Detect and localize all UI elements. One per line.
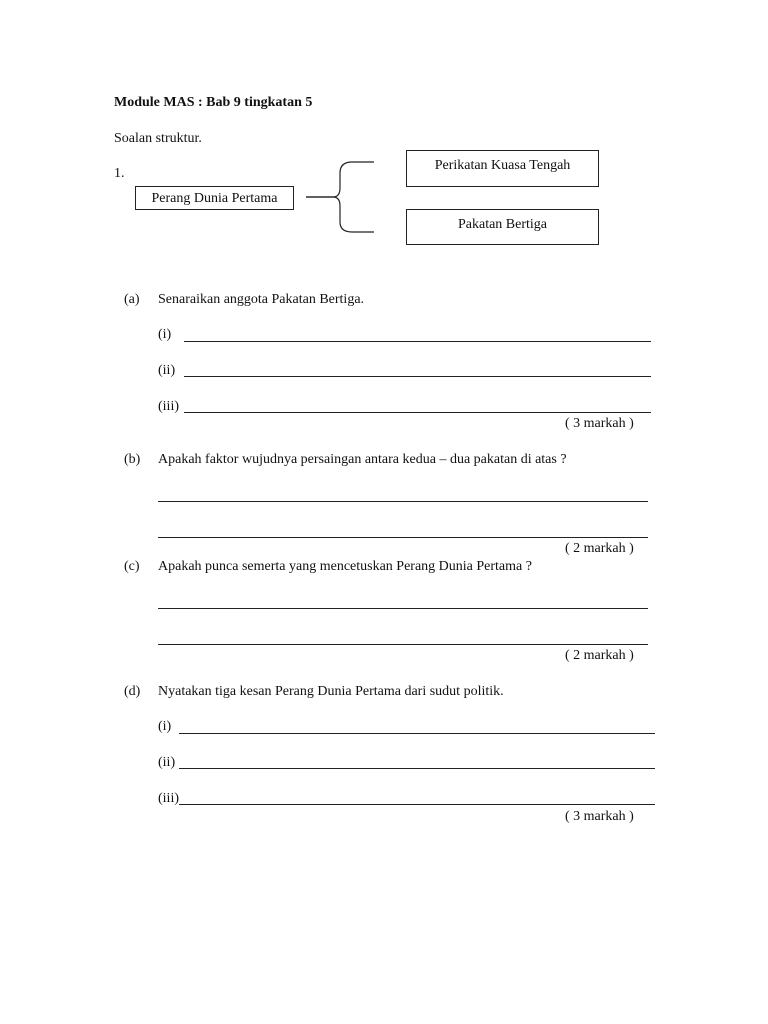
- question-number: 1.: [114, 166, 125, 181]
- question-c-text: Apakah punca semerta yang mencetuskan Perang Dunia Pertama ?: [158, 559, 532, 574]
- question-c-label: (c): [124, 559, 140, 574]
- section-subtitle: Soalan struktur.: [114, 131, 202, 146]
- question-d-item-ii-label: (ii): [158, 755, 176, 770]
- question-b-marks: ( 2 markah ): [565, 541, 634, 556]
- question-d-answer-line-i[interactable]: [179, 733, 655, 734]
- question-d-item-iii-label: (iii): [158, 791, 179, 806]
- question-a-item-i-label: (i): [158, 327, 172, 342]
- question-a-answer-line-i[interactable]: [184, 341, 651, 342]
- question-c-answer-line-2[interactable]: [158, 644, 648, 645]
- question-d-answer-line-iii[interactable]: [179, 804, 655, 805]
- question-d-answer-line-ii[interactable]: [179, 768, 655, 769]
- diagram-main-label: Perang Dunia Pertama: [151, 191, 278, 206]
- question-a-answer-line-ii[interactable]: [184, 376, 651, 377]
- question-d-marks: ( 3 markah ): [565, 809, 634, 824]
- question-c-marks: ( 2 markah ): [565, 648, 634, 663]
- diagram-bottom-label: Pakatan Bertiga: [457, 217, 548, 232]
- question-d-item-i-label: (i): [158, 719, 172, 734]
- question-a-marks: ( 3 markah ): [565, 416, 634, 431]
- question-a-item-iii-label: (iii): [158, 399, 179, 414]
- question-d-label: (d): [124, 684, 141, 699]
- question-a-text: Senaraikan anggota Pakatan Bertiga.: [158, 292, 365, 307]
- question-a-answer-line-iii[interactable]: [184, 412, 651, 413]
- question-d-text: Nyatakan tiga kesan Perang Dunia Pertama dari sudut politik.: [158, 684, 504, 699]
- question-c-answer-line-1[interactable]: [158, 608, 648, 609]
- question-b-text: Apakah faktor wujudnya persaingan antara kedua – dua pakatan di atas ?: [158, 452, 567, 467]
- document-title: Module MAS : Bab 9 tingkatan 5: [114, 95, 313, 110]
- question-b-label: (b): [124, 452, 141, 467]
- question-b-answer-line-2[interactable]: [158, 537, 648, 538]
- question-a-item-ii-label: (ii): [158, 363, 176, 378]
- question-b-answer-line-1[interactable]: [158, 501, 648, 502]
- diagram-brace-connector: [0, 0, 768, 300]
- diagram-top-label: Perikatan Kuasa Tengah: [434, 158, 571, 173]
- question-a-label: (a): [124, 292, 140, 307]
